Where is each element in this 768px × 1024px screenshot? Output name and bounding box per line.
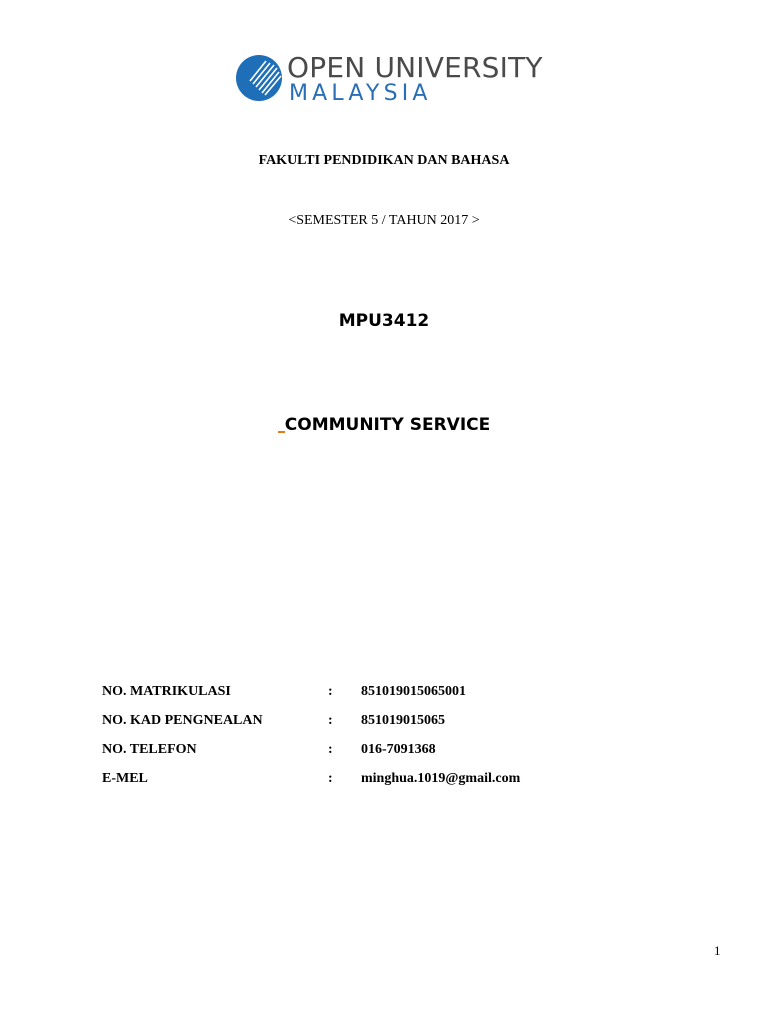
oum-circle-stripes-icon: [236, 55, 282, 101]
info-label: NO. TELEFON: [102, 742, 197, 757]
info-row-ic: [102, 713, 662, 742]
info-row-phone: [102, 742, 662, 771]
text-cursor-mark: [278, 431, 285, 433]
info-label: NO. KAD PENGNEALAN: [102, 713, 263, 728]
info-value: 851019015065001: [361, 684, 466, 699]
logo-text-line1: OPEN UNIVERSITY: [287, 51, 543, 84]
faculty-heading: FAKULTI PENDIDIKAN DAN BAHASA: [258, 153, 510, 168]
info-label: NO. MATRIKULASI: [102, 684, 231, 699]
info-separator: :: [328, 771, 333, 786]
info-separator: :: [328, 713, 333, 728]
student-info-table: [102, 684, 662, 800]
course-title-line: [0, 415, 768, 435]
course-title: COMMUNITY SERVICE: [284, 415, 491, 435]
info-value: minghua.1019@gmail.com: [361, 771, 521, 786]
university-logo: [236, 51, 543, 112]
info-row-matric: [102, 684, 662, 713]
course-code: MPU3412: [338, 311, 430, 331]
page-number: 1: [714, 943, 721, 958]
info-row-email: [102, 771, 662, 800]
logo-text-line2: MALAYSIA: [289, 81, 432, 106]
info-label: E-MEL: [102, 771, 148, 786]
info-value: 851019015065: [361, 713, 445, 728]
info-separator: :: [328, 742, 333, 757]
info-separator: :: [328, 684, 333, 699]
info-value: 016-7091368: [361, 742, 436, 757]
semester-line: <SEMESTER 5 / TAHUN 2017 >: [288, 213, 480, 228]
